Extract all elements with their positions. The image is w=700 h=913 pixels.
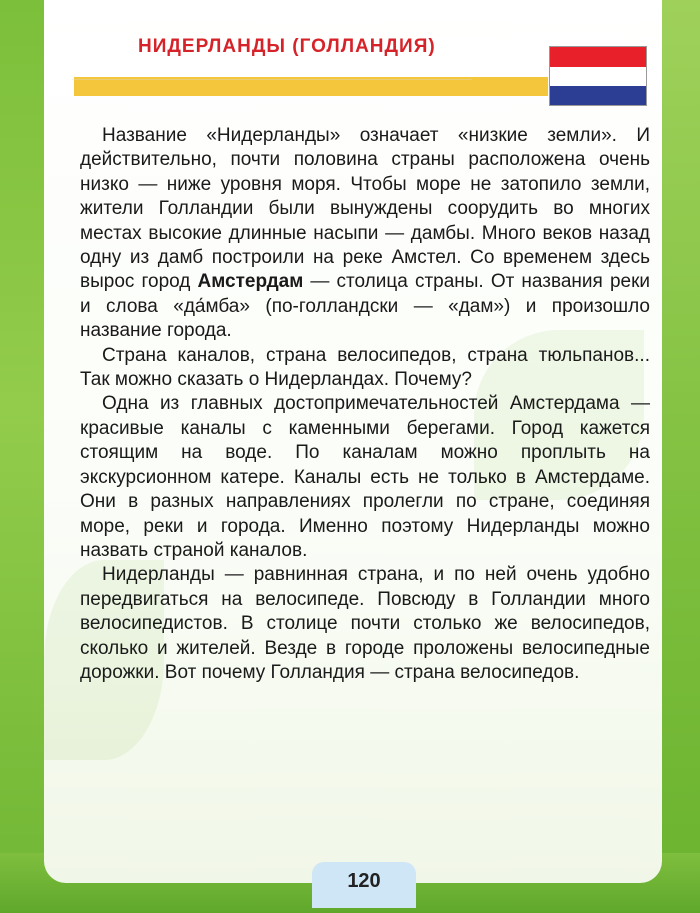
netherlands-flag-icon bbox=[549, 46, 647, 106]
page-title: НИДЕРЛАНДЫ (ГОЛЛАНДИЯ) bbox=[138, 36, 436, 57]
paragraph-canals: Одна из главных достопримечательностей Амстердама — красивые каналы с каменными берегами. Город кажется стоящим на воде. По каналам можно проплыть на экскурсионном катере. Каналы есть не только в Амстердаме. Они в разных направлениях пролегли по стране, соединяя море, реки и города. Именно поэтому Нидерланды можно назвать страной каналов. bbox=[80, 393, 650, 561]
paragraph-text: Название «Нидерланды» означает «низкие земли». И действительно, почти половина страны расположена очень низко — ниже уровня моря. Чтобы море не затопило земли, жители Голландии были вынуждены соорудить во многих местах высокие длинные насыпи — дамбы. Много веков назад одну из дамб построили на реке Амстел. Со временем здесь вырос город bbox=[80, 125, 650, 293]
bold-term: Амстердам bbox=[197, 271, 304, 293]
paragraph-text: — столица страны. От названия реки и слова «да́мба» (по-голландски — «дам») и произошло название города. bbox=[80, 271, 650, 342]
paragraph-amsterdam bbox=[80, 124, 650, 344]
show-through-table bbox=[72, 79, 472, 122]
flag-red-band bbox=[550, 47, 646, 67]
flag-blue-band bbox=[550, 86, 646, 105]
article-body bbox=[80, 124, 650, 685]
paragraph-country-of: Страна каналов, страна велосипедов, страна тюльпанов... Так можно сказать о Нидерландах. Почему? bbox=[80, 344, 650, 391]
paragraph-bicycles: Нидерланды — равнинная страна, и по ней очень удобно передвигаться на велосипеде. Повсюду в Голландии много велосипедистов. В столице почти столько же велосипедов, сколько и жителей. Везде в городе проложены велосипедные дорожки. Вот почему Голландия — страна велосипедов. bbox=[80, 564, 650, 683]
flag-white-band bbox=[550, 67, 646, 86]
page-number: 120 bbox=[347, 870, 381, 892]
heading bbox=[138, 36, 436, 68]
